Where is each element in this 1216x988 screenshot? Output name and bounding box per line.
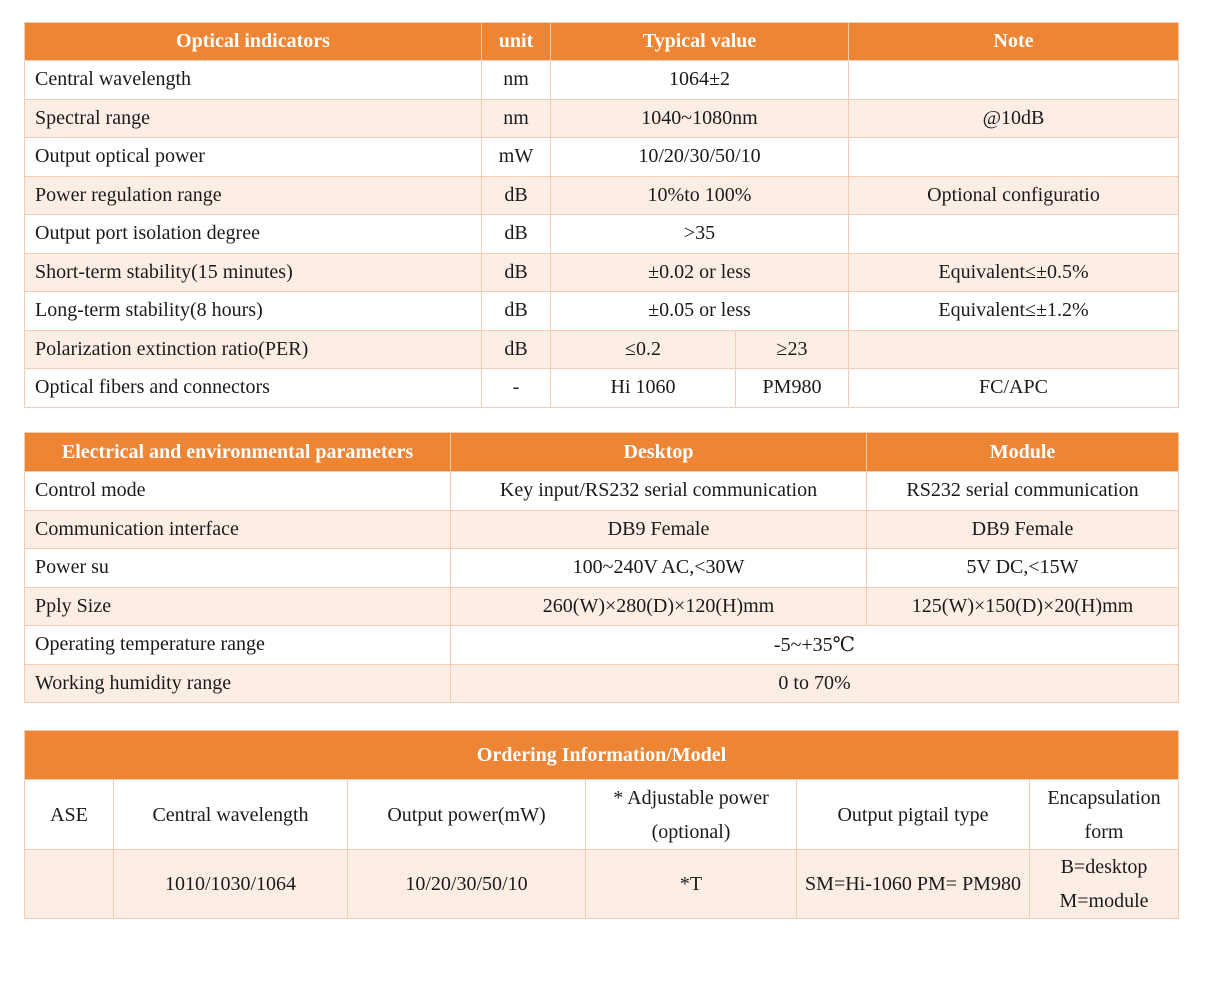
param-note — [849, 215, 1179, 254]
table-row — [25, 510, 1179, 549]
param-value-a: Hi 1060 — [551, 369, 736, 408]
header-unit: unit — [482, 23, 551, 61]
param-value: 10/20/30/50/10 — [551, 138, 849, 177]
param-value-b: PM980 — [736, 369, 849, 408]
table-row — [25, 176, 1179, 215]
desktop-value: 260(W)×280(D)×120(H)mm — [451, 587, 867, 626]
humidity-value: 0 to 70% — [451, 664, 1179, 703]
table-row — [25, 664, 1179, 703]
table-row — [25, 472, 1179, 511]
param-name: Pply Size — [25, 587, 451, 626]
table-row — [25, 292, 1179, 331]
param-unit: dB — [482, 215, 551, 254]
electrical-parameters-table — [24, 432, 1179, 703]
param-note: FC/APC — [849, 369, 1179, 408]
param-unit: dB — [482, 253, 551, 292]
param-name: Optical fibers and connectors — [25, 369, 482, 408]
temperature-value: -5~+35℃ — [451, 626, 1179, 665]
param-note: Equivalent≤±1.2% — [849, 292, 1179, 331]
ordering-title: Ordering Information/Model — [25, 731, 1179, 780]
param-name: Output optical power — [25, 138, 482, 177]
param-name: Power su — [25, 549, 451, 588]
table-row — [25, 369, 1179, 408]
table-row — [25, 549, 1179, 588]
value-ase — [25, 850, 114, 919]
label-central-wavelength: Central wavelength — [114, 780, 348, 850]
module-value: RS232 serial communication — [867, 472, 1179, 511]
ordering-header-row — [25, 731, 1179, 780]
param-unit: mW — [482, 138, 551, 177]
param-note: Equivalent≤±0.5% — [849, 253, 1179, 292]
param-unit: dB — [482, 292, 551, 331]
header-optical-indicators: Optical indicators — [25, 23, 482, 61]
param-note: Optional configuratio — [849, 176, 1179, 215]
param-name: Polarization extinction ratio(PER) — [25, 330, 482, 369]
header-typical-value: Typical value — [551, 23, 849, 61]
param-name: Central wavelength — [25, 61, 482, 100]
param-value: 10%to 100% — [551, 176, 849, 215]
param-value-b: ≥23 — [736, 330, 849, 369]
value-central-wavelength: 1010/1030/1064 — [114, 850, 348, 919]
param-value: ±0.02 or less — [551, 253, 849, 292]
label-output-power: Output power(mW) — [348, 780, 586, 850]
param-unit: dB — [482, 330, 551, 369]
optical-header-row — [25, 23, 1179, 61]
param-note — [849, 61, 1179, 100]
ordering-value-row — [25, 850, 1179, 919]
label-adjustable-power: * Adjustable power (optional) — [586, 780, 797, 850]
param-name: Working humidity range — [25, 664, 451, 703]
table-row — [25, 99, 1179, 138]
electrical-header-row — [25, 433, 1179, 472]
param-name: Control mode — [25, 472, 451, 511]
value-output-pigtail-type: SM=Hi-1060 PM= PM980 — [797, 850, 1030, 919]
param-unit: - — [482, 369, 551, 408]
label-ase: ASE — [25, 780, 114, 850]
table-row — [25, 253, 1179, 292]
header-desktop: Desktop — [451, 433, 867, 472]
param-value-a: ≤0.2 — [551, 330, 736, 369]
table-row — [25, 61, 1179, 100]
table-row — [25, 587, 1179, 626]
module-value: 5V DC,<15W — [867, 549, 1179, 588]
param-value: 1064±2 — [551, 61, 849, 100]
table-row — [25, 138, 1179, 177]
param-name: Short-term stability(15 minutes) — [25, 253, 482, 292]
param-name: Operating temperature range — [25, 626, 451, 665]
param-value: 1040~1080nm — [551, 99, 849, 138]
module-value: DB9 Female — [867, 510, 1179, 549]
table-row — [25, 626, 1179, 665]
header-note: Note — [849, 23, 1179, 61]
label-output-pigtail-type: Output pigtail type — [797, 780, 1030, 850]
param-name: Long-term stability(8 hours) — [25, 292, 482, 331]
desktop-value: Key input/RS232 serial communication — [451, 472, 867, 511]
module-value: 125(W)×150(D)×20(H)mm — [867, 587, 1179, 626]
value-encapsulation-form: B=desktop M=module — [1030, 850, 1179, 919]
table-row — [25, 215, 1179, 254]
ordering-information-table — [24, 730, 1179, 919]
ordering-label-row — [25, 780, 1179, 850]
desktop-value: DB9 Female — [451, 510, 867, 549]
optical-indicators-table — [24, 22, 1179, 408]
desktop-value: 100~240V AC,<30W — [451, 549, 867, 588]
table-row — [25, 330, 1179, 369]
param-note: @10dB — [849, 99, 1179, 138]
param-value: >35 — [551, 215, 849, 254]
param-value: ±0.05 or less — [551, 292, 849, 331]
param-note — [849, 330, 1179, 369]
param-unit: nm — [482, 61, 551, 100]
header-electrical-parameters: Electrical and environmental parameters — [25, 433, 451, 472]
param-name: Communication interface — [25, 510, 451, 549]
header-module: Module — [867, 433, 1179, 472]
value-output-power: 10/20/30/50/10 — [348, 850, 586, 919]
param-name: Spectral range — [25, 99, 482, 138]
label-encapsulation-form: Encapsulation form — [1030, 780, 1179, 850]
param-unit: nm — [482, 99, 551, 138]
param-name: Power regulation range — [25, 176, 482, 215]
param-name: Output port isolation degree — [25, 215, 482, 254]
value-adjustable-power: *T — [586, 850, 797, 919]
param-unit: dB — [482, 176, 551, 215]
param-note — [849, 138, 1179, 177]
